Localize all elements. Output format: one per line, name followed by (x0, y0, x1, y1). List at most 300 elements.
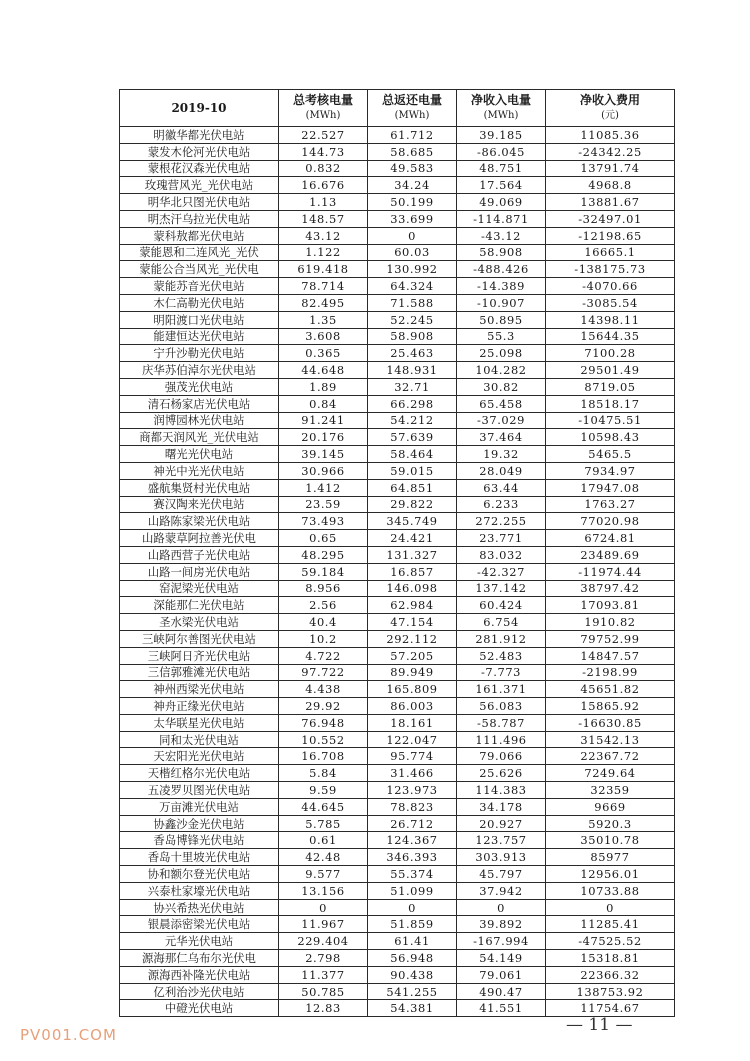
station-name-cell: 五凌罗贝图光伏电站 (120, 782, 279, 799)
total-assessment-cell: 16.676 (279, 177, 368, 194)
station-name-cell: 协兴希热光伏电站 (120, 899, 279, 916)
net-fee-cell: 11085.36 (546, 127, 675, 144)
total-assessment-cell: 0.832 (279, 160, 368, 177)
station-name-cell: 庆华苏伯淖尔光伏电站 (120, 362, 279, 379)
net-fee-cell: 17947.08 (546, 479, 675, 496)
table-row (120, 933, 675, 950)
table-row (120, 412, 675, 429)
table-row (120, 127, 675, 144)
total-returned-cell: 66.298 (368, 395, 457, 412)
total-returned-cell: 50.199 (368, 194, 457, 211)
table-row (120, 597, 675, 614)
table-row (120, 664, 675, 681)
net-fee-cell: 18518.17 (546, 395, 675, 412)
net-fee-cell: 85977 (546, 849, 675, 866)
net-energy-cell: -7.773 (457, 664, 546, 681)
station-name-cell: 蒙根花汉森光伏电站 (120, 160, 279, 177)
net-fee-cell: 7100.28 (546, 345, 675, 362)
table-row (120, 849, 675, 866)
station-name-cell: 木仁高勒光伏电站 (120, 294, 279, 311)
total-assessment-cell: 91.241 (279, 412, 368, 429)
table-row (120, 345, 675, 362)
total-assessment-cell: 40.4 (279, 614, 368, 631)
net-energy-cell: 65.458 (457, 395, 546, 412)
total-assessment-cell: 76.948 (279, 714, 368, 731)
total-assessment-cell: 44.648 (279, 362, 368, 379)
total-returned-cell: 292.112 (368, 630, 457, 647)
table-row (120, 496, 675, 513)
total-returned-cell: 51.859 (368, 916, 457, 933)
total-assessment-cell: 11.967 (279, 916, 368, 933)
total-returned-cell: 52.245 (368, 311, 457, 328)
station-name-cell: 香岛博锋光伏电站 (120, 832, 279, 849)
station-name-cell: 蒙能苏音光伏电站 (120, 278, 279, 295)
total-returned-cell: 58.685 (368, 143, 457, 160)
net-fee-cell: -10475.51 (546, 412, 675, 429)
total-returned-cell: 57.639 (368, 429, 457, 446)
net-energy-cell: 25.098 (457, 345, 546, 362)
total-assessment-cell: 39.145 (279, 446, 368, 463)
net-energy-cell: -167.994 (457, 933, 546, 950)
total-assessment-cell: 0.84 (279, 395, 368, 412)
table-row (120, 311, 675, 328)
station-name-cell: 三峡阿尔善图光伏电站 (120, 630, 279, 647)
net-energy-cell: 114.383 (457, 782, 546, 799)
station-name-cell: 天宏阳光光伏电站 (120, 748, 279, 765)
table-row (120, 563, 675, 580)
total-assessment-cell: 5.785 (279, 815, 368, 832)
net-fee-cell: 15318.81 (546, 950, 675, 967)
net-fee-cell: -2198.99 (546, 664, 675, 681)
total-returned-cell: 124.367 (368, 832, 457, 849)
station-name-cell: 强茂光伏电站 (120, 378, 279, 395)
station-name-cell: 神光中光光伏电站 (120, 462, 279, 479)
station-name-cell: 明徽华都光伏电站 (120, 127, 279, 144)
total-assessment-cell: 42.48 (279, 849, 368, 866)
station-name-cell: 能建恒达光伏电站 (120, 328, 279, 345)
station-name-cell: 窑泥梁光伏电站 (120, 580, 279, 597)
total-returned-cell: 54.381 (368, 1000, 457, 1017)
table-body (120, 127, 675, 1017)
total-assessment-cell: 48.295 (279, 546, 368, 563)
net-energy-cell: 55.3 (457, 328, 546, 345)
total-assessment-cell: 59.184 (279, 563, 368, 580)
table-row (120, 429, 675, 446)
total-returned-cell: 345.749 (368, 513, 457, 530)
total-returned-cell: 0 (368, 899, 457, 916)
net-energy-cell: 37.942 (457, 882, 546, 899)
total-returned-cell: 32.71 (368, 378, 457, 395)
station-name-cell: 山路蒙草阿拉善光伏电 (120, 530, 279, 547)
total-returned-cell: 64.324 (368, 278, 457, 295)
station-name-cell: 香岛十里坡光伏电站 (120, 849, 279, 866)
net-fee-cell: 17093.81 (546, 597, 675, 614)
total-returned-cell: 55.374 (368, 866, 457, 883)
net-energy-cell: -86.045 (457, 143, 546, 160)
total-returned-cell: 51.099 (368, 882, 457, 899)
total-returned-cell: 34.24 (368, 177, 457, 194)
net-energy-cell: 58.908 (457, 244, 546, 261)
table-row (120, 630, 675, 647)
station-name-cell: 神舟正缘光伏电站 (120, 698, 279, 715)
table-row (120, 513, 675, 530)
total-returned-cell: 61.41 (368, 933, 457, 950)
total-returned-cell: 49.583 (368, 160, 457, 177)
total-returned-cell: 346.393 (368, 849, 457, 866)
net-fee-cell: 13881.67 (546, 194, 675, 211)
total-assessment-cell: 3.608 (279, 328, 368, 345)
header-unit: (MWh) (305, 110, 341, 121)
net-fee-cell: -11974.44 (546, 563, 675, 580)
table-row (120, 681, 675, 698)
total-returned-cell: 64.851 (368, 479, 457, 496)
total-assessment-cell: 148.57 (279, 210, 368, 227)
net-energy-cell: -488.426 (457, 261, 546, 278)
net-fee-cell: -16630.85 (546, 714, 675, 731)
net-fee-cell: -3085.54 (546, 294, 675, 311)
total-returned-cell: 131.327 (368, 546, 457, 563)
net-energy-cell: 19.32 (457, 446, 546, 463)
table-row (120, 546, 675, 563)
header-total-assessment-energy (279, 90, 368, 127)
total-returned-cell: 54.212 (368, 412, 457, 429)
total-returned-cell: 16.857 (368, 563, 457, 580)
net-energy-cell: 34.178 (457, 798, 546, 815)
total-returned-cell: 123.973 (368, 782, 457, 799)
table-row (120, 966, 675, 983)
station-name-cell: 山路西营子光伏电站 (120, 546, 279, 563)
station-name-cell: 商都天润风光_光伏电站 (120, 429, 279, 446)
net-energy-cell: 49.069 (457, 194, 546, 211)
net-fee-cell: -24342.25 (546, 143, 675, 160)
total-assessment-cell: 0 (279, 899, 368, 916)
table-row (120, 194, 675, 211)
station-name-cell: 源海西补隆光伏电站 (120, 966, 279, 983)
total-assessment-cell: 1.13 (279, 194, 368, 211)
table-row (120, 160, 675, 177)
total-returned-cell: 148.931 (368, 362, 457, 379)
net-fee-cell: 7934.97 (546, 462, 675, 479)
net-fee-cell: 8719.05 (546, 378, 675, 395)
station-name-cell: 同和太光伏电站 (120, 731, 279, 748)
net-energy-cell: -14.389 (457, 278, 546, 295)
table-row (120, 462, 675, 479)
net-energy-cell: 37.464 (457, 429, 546, 446)
station-name-cell: 神州西梁光伏电站 (120, 681, 279, 698)
total-assessment-cell: 1.412 (279, 479, 368, 496)
net-fee-cell: 4968.8 (546, 177, 675, 194)
header-title: 净收入费用 (579, 93, 640, 107)
table-row (120, 714, 675, 731)
table-row (120, 530, 675, 547)
total-assessment-cell: 9.59 (279, 782, 368, 799)
total-assessment-cell: 13.156 (279, 882, 368, 899)
net-fee-cell: 32359 (546, 782, 675, 799)
station-name-cell: 天楷红格尔光伏电站 (120, 765, 279, 782)
net-energy-cell: 79.061 (457, 966, 546, 983)
total-returned-cell: 86.003 (368, 698, 457, 715)
net-energy-cell: 23.771 (457, 530, 546, 547)
total-returned-cell: 165.809 (368, 681, 457, 698)
total-assessment-cell: 0.61 (279, 832, 368, 849)
net-energy-cell: 63.44 (457, 479, 546, 496)
net-fee-cell: -47525.52 (546, 933, 675, 950)
table-row (120, 479, 675, 496)
net-fee-cell: 14847.57 (546, 647, 675, 664)
net-fee-cell: 11285.41 (546, 916, 675, 933)
table-row (120, 261, 675, 278)
total-assessment-cell: 23.59 (279, 496, 368, 513)
net-energy-cell: 54.149 (457, 950, 546, 967)
station-name-cell: 蒙能恩和二连风光_光伏 (120, 244, 279, 261)
station-name-cell: 圣水梁光伏电站 (120, 614, 279, 631)
total-returned-cell: 130.992 (368, 261, 457, 278)
net-fee-cell: 38797.42 (546, 580, 675, 597)
total-assessment-cell: 4.722 (279, 647, 368, 664)
net-energy-cell: 60.424 (457, 597, 546, 614)
total-assessment-cell: 12.83 (279, 1000, 368, 1017)
total-assessment-cell: 30.966 (279, 462, 368, 479)
net-energy-cell: 490.47 (457, 983, 546, 1000)
net-fee-cell: 0 (546, 899, 675, 916)
table-row (120, 278, 675, 295)
header-period: 2019-10 (120, 90, 279, 127)
header-title: 总返还电量 (381, 93, 442, 107)
net-fee-cell: 1763.27 (546, 496, 675, 513)
net-fee-cell: 16665.1 (546, 244, 675, 261)
station-name-cell: 盛航集贤村光伏电站 (120, 479, 279, 496)
total-returned-cell: 31.466 (368, 765, 457, 782)
net-fee-cell: -32497.01 (546, 210, 675, 227)
header-total-returned-energy (368, 90, 457, 127)
total-assessment-cell: 29.92 (279, 698, 368, 715)
net-energy-cell: 45.797 (457, 866, 546, 883)
total-returned-cell: 25.463 (368, 345, 457, 362)
station-name-cell: 明华北只图光伏电站 (120, 194, 279, 211)
net-energy-cell: 48.751 (457, 160, 546, 177)
net-fee-cell: 7249.64 (546, 765, 675, 782)
net-energy-cell: -43.12 (457, 227, 546, 244)
net-energy-cell: 303.913 (457, 849, 546, 866)
total-assessment-cell: 1.122 (279, 244, 368, 261)
net-fee-cell: 9669 (546, 798, 675, 815)
net-fee-cell: 29501.49 (546, 362, 675, 379)
net-fee-cell: 15644.35 (546, 328, 675, 345)
table-row (120, 882, 675, 899)
station-name-cell: 宁升沙勒光伏电站 (120, 345, 279, 362)
total-assessment-cell: 10.552 (279, 731, 368, 748)
net-energy-cell: 161.371 (457, 681, 546, 698)
net-energy-cell: 39.185 (457, 127, 546, 144)
station-name-cell: 兴泰杜家壕光伏电站 (120, 882, 279, 899)
station-name-cell: 蒙能公合当风光_光伏电 (120, 261, 279, 278)
net-energy-cell: 20.927 (457, 815, 546, 832)
table-row (120, 866, 675, 883)
total-assessment-cell: 1.89 (279, 378, 368, 395)
total-assessment-cell: 16.708 (279, 748, 368, 765)
net-fee-cell: 138753.92 (546, 983, 675, 1000)
net-fee-cell: 6724.81 (546, 530, 675, 547)
station-name-cell: 协和额尔登光伏电站 (120, 866, 279, 883)
station-name-cell: 明阳渡口光伏电站 (120, 311, 279, 328)
total-returned-cell: 26.712 (368, 815, 457, 832)
net-energy-cell: 17.564 (457, 177, 546, 194)
total-assessment-cell: 229.404 (279, 933, 368, 950)
net-fee-cell: 79752.99 (546, 630, 675, 647)
net-fee-cell: 1910.82 (546, 614, 675, 631)
table-row (120, 580, 675, 597)
total-assessment-cell: 4.438 (279, 681, 368, 698)
total-returned-cell: 61.712 (368, 127, 457, 144)
total-returned-cell: 122.047 (368, 731, 457, 748)
station-name-cell: 中磴光伏电站 (120, 1000, 279, 1017)
net-fee-cell: 22366.32 (546, 966, 675, 983)
net-energy-cell: -58.787 (457, 714, 546, 731)
net-energy-cell: 281.912 (457, 630, 546, 647)
net-fee-cell: 15865.92 (546, 698, 675, 715)
net-energy-cell: 272.255 (457, 513, 546, 530)
net-energy-cell: 6.233 (457, 496, 546, 513)
net-energy-cell: 137.142 (457, 580, 546, 597)
net-energy-cell: 41.551 (457, 1000, 546, 1017)
total-returned-cell: 71.588 (368, 294, 457, 311)
table-row (120, 614, 675, 631)
station-name-cell: 银晨添密梁光伏电站 (120, 916, 279, 933)
net-energy-cell: 6.754 (457, 614, 546, 631)
total-returned-cell: 33.699 (368, 210, 457, 227)
total-assessment-cell: 44.645 (279, 798, 368, 815)
header-unit: (MWh) (394, 110, 430, 121)
station-name-cell: 山路一间房光伏电站 (120, 563, 279, 580)
total-assessment-cell: 73.493 (279, 513, 368, 530)
table-row (120, 294, 675, 311)
net-energy-cell: -37.029 (457, 412, 546, 429)
table-row (120, 815, 675, 832)
net-energy-cell: -114.871 (457, 210, 546, 227)
table-row (120, 362, 675, 379)
total-assessment-cell: 10.2 (279, 630, 368, 647)
station-name-cell: 太华联星光伏电站 (120, 714, 279, 731)
net-fee-cell: 5920.3 (546, 815, 675, 832)
table-row (120, 210, 675, 227)
net-energy-cell: 83.032 (457, 546, 546, 563)
total-assessment-cell: 20.176 (279, 429, 368, 446)
total-assessment-cell: 2.798 (279, 950, 368, 967)
net-energy-cell: 123.757 (457, 832, 546, 849)
station-name-cell: 三峡阿日齐光伏电站 (120, 647, 279, 664)
net-energy-cell: 104.282 (457, 362, 546, 379)
net-fee-cell: 31542.13 (546, 731, 675, 748)
net-fee-cell: 77020.98 (546, 513, 675, 530)
net-energy-cell: 30.82 (457, 378, 546, 395)
table-row (120, 748, 675, 765)
net-fee-cell: 10733.88 (546, 882, 675, 899)
total-returned-cell: 146.098 (368, 580, 457, 597)
total-returned-cell: 541.255 (368, 983, 457, 1000)
total-returned-cell: 56.948 (368, 950, 457, 967)
table-row (120, 950, 675, 967)
station-name-cell: 赛汉陶来光伏电站 (120, 496, 279, 513)
table-row (120, 782, 675, 799)
net-fee-cell: -4070.66 (546, 278, 675, 295)
station-name-cell: 万亩滩光伏电站 (120, 798, 279, 815)
total-assessment-cell: 8.956 (279, 580, 368, 597)
total-returned-cell: 60.03 (368, 244, 457, 261)
net-fee-cell: 14398.11 (546, 311, 675, 328)
total-returned-cell: 0 (368, 227, 457, 244)
watermark: PV001.COM (20, 1026, 117, 1044)
total-assessment-cell: 144.73 (279, 143, 368, 160)
total-returned-cell: 58.908 (368, 328, 457, 345)
total-returned-cell: 57.205 (368, 647, 457, 664)
station-name-cell: 润博园林光伏电站 (120, 412, 279, 429)
table-row (120, 177, 675, 194)
total-returned-cell: 62.984 (368, 597, 457, 614)
net-fee-cell: -138175.73 (546, 261, 675, 278)
table-row (120, 395, 675, 412)
net-energy-cell: 0 (457, 899, 546, 916)
total-assessment-cell: 82.495 (279, 294, 368, 311)
net-energy-cell: 56.083 (457, 698, 546, 715)
total-returned-cell: 18.161 (368, 714, 457, 731)
station-name-cell: 亿利治沙光伏电站 (120, 983, 279, 1000)
header-net-income-energy (457, 90, 546, 127)
table-row (120, 916, 675, 933)
net-energy-cell: 111.496 (457, 731, 546, 748)
total-assessment-cell: 5.84 (279, 765, 368, 782)
total-assessment-cell: 78.714 (279, 278, 368, 295)
net-fee-cell: 22367.72 (546, 748, 675, 765)
net-energy-cell: 50.895 (457, 311, 546, 328)
table-row (120, 698, 675, 715)
total-assessment-cell: 0.65 (279, 530, 368, 547)
total-assessment-cell: 97.722 (279, 664, 368, 681)
table-row (120, 328, 675, 345)
table-row (120, 446, 675, 463)
net-fee-cell: 12956.01 (546, 866, 675, 883)
total-returned-cell: 47.154 (368, 614, 457, 631)
net-energy-cell: 79.066 (457, 748, 546, 765)
total-assessment-cell: 43.12 (279, 227, 368, 244)
net-fee-cell: 35010.78 (546, 832, 675, 849)
table-row (120, 647, 675, 664)
total-returned-cell: 90.438 (368, 966, 457, 983)
header-row (120, 90, 675, 127)
station-name-cell: 明杰汗乌拉光伏电站 (120, 210, 279, 227)
net-energy-cell: 39.892 (457, 916, 546, 933)
header-net-income-fee (546, 90, 675, 127)
total-assessment-cell: 22.527 (279, 127, 368, 144)
net-energy-cell: -10.907 (457, 294, 546, 311)
station-name-cell: 曙光光伏电站 (120, 446, 279, 463)
total-returned-cell: 58.464 (368, 446, 457, 463)
settlement-table (119, 89, 675, 1017)
table-header (120, 90, 675, 127)
station-name-cell: 三信郭雅滩光伏电站 (120, 664, 279, 681)
table-row (120, 378, 675, 395)
header-unit: (元) (601, 110, 619, 121)
station-name-cell: 元华光伏电站 (120, 933, 279, 950)
total-assessment-cell: 1.35 (279, 311, 368, 328)
total-returned-cell: 78.823 (368, 798, 457, 815)
net-energy-cell: 28.049 (457, 462, 546, 479)
net-fee-cell: 5465.5 (546, 446, 675, 463)
table-row (120, 899, 675, 916)
total-returned-cell: 24.421 (368, 530, 457, 547)
header-unit: (MWh) (483, 110, 519, 121)
table-row (120, 244, 675, 261)
table-row (120, 143, 675, 160)
